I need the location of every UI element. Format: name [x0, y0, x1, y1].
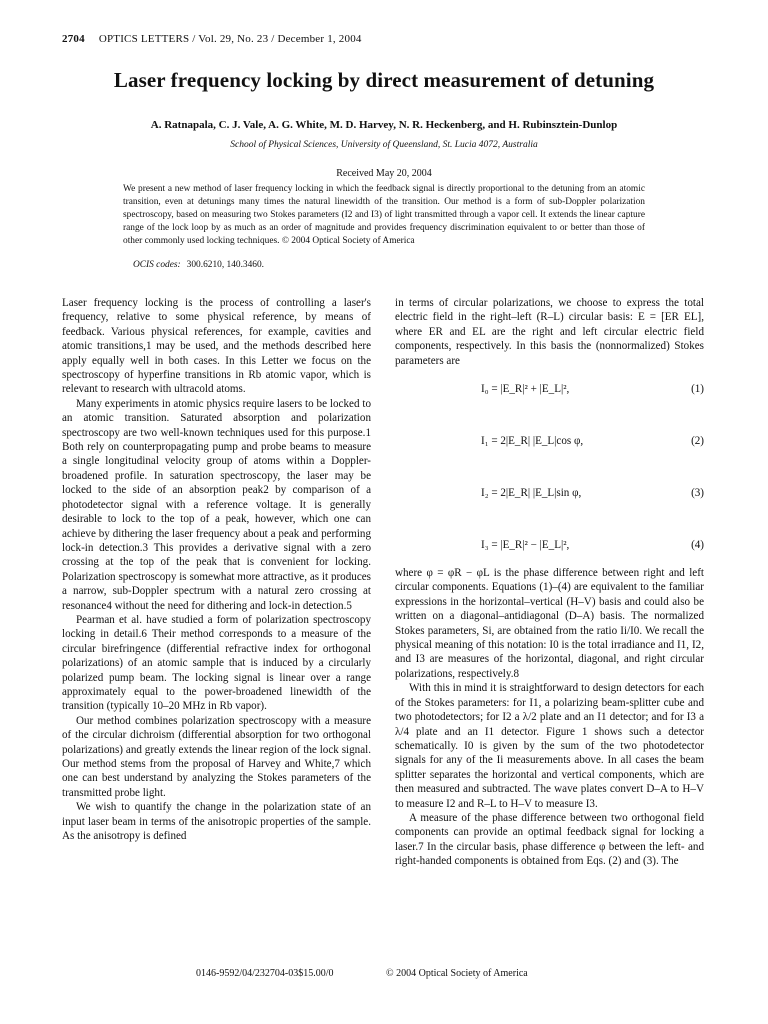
equation-3: [395, 486, 704, 500]
body-paragraph: Many experiments in atomic physics require lasers to be locked to an atomic transition. Saturated absorption and polarization spectroscopy are two well-known techniques used for this purpose.1 Both rely on counterpropagating pump and probe beams to measure a single longitudinal velocity group of atoms within a Doppler-broadened profile. In saturation spectroscopy, the laser may be locked to the side of an absorption peak2 by comparison of a photodetector signal with a reference voltage. It is generally desirable to lock to the top of a peak, however, which one can achieve by dithering the laser frequency about a peak and performing lock-in detection.3 This provides a derivative signal with a zero crossing at the top of the peak that is convenient for locking. Polarization spectroscopy is somewhat more attractive, as it produces a narrow, sub-Doppler spectrum with a natural zero crossing at resonance4 without the need for dithering and lock-in detection.5: [62, 397, 371, 612]
right-column: [395, 296, 704, 869]
page-number: 2704: [62, 33, 85, 45]
equation-number: (4): [691, 539, 704, 552]
abstract: We present a new method of laser frequency locking in which the feedback signal is directly proportional to the detuning from an atomic transition, even at detunings many times the natural linewidth of the transition. Our method is a form of sub-Doppler polarization spectroscopy, based on measuring two Stokes parameters (I2 and I3) of light transmitted through a vapor cell. It extends the linear capture range of the lock loop by as much as an order of magnitude and provides frequency discrimination equivalent to or better than those of other commonly used locking techniques. © 2004 Optical Society of America: [123, 184, 645, 246]
paper-authors: A. Ratnapala, C. J. Vale, A. G. White, M. D. Harvey, N. R. Heckenberg, and H. Rubinsztein-Dunlop: [150, 119, 618, 131]
body-paragraph: Our method combines polarization spectroscopy with a measure of the circular dichroism (differential absorption for two orthogonal polarizations) and greatly extends the linear region of the lock signal. Our method stems from the proposal of Harvey and White,7 which one can best understand by analyzing the Stokes parameters of the transmitted probe light.: [62, 714, 371, 799]
equation-number: (2): [691, 435, 704, 448]
footer-copyright: © 2004 Optical Society of America: [386, 968, 528, 979]
body-paragraph: in terms of circular polarizations, we choose to express the total electric field in the right–left (R–L) circular basis: E = [ER EL], where ER and EL are the right and left circular electric field components, respectively. In this basis the (nonnormalized) Stokes parameters are: [395, 297, 704, 367]
body-paragraph: where φ = φR − φL is the phase difference between right and left circular components. Equations (1)–(4) are equivalent to the familiar expressions in the horizontal–vertical (H–V) basis and could also be written on a diagonal–antidiagonal (D–A) basis. The normalized Stokes parameters, Si, are obtained from the ratio Ii/I0. We recall the physical meaning of this notation: I0 is the total irradiance and I1, I2, and I3 are measures of the horizontal, diagonal, and right circular polarizations, respectively.8: [395, 567, 704, 680]
equation-expression: I₁ = 2|E_R| |E_L|cos φ,: [481, 435, 584, 448]
ocis-codes: [133, 260, 264, 270]
equation-number: (1): [691, 383, 704, 396]
body-paragraph: With this in mind it is straightforward to design detectors for each of the Stokes parameters: for I1, a polarizing beam-splitter cube and two photodetectors; for I2 a λ/2 plate and an I1 detector; and for I3 a λ/4 plate and an I1 detector. Figure 1 shows such a detector schematically. I0 is given by the sum of the two photodetector signals for any of the Ii measurements above. In all cases the beam splitter separates the horizontal and vertical components, which are then measured and subtracted. The wave plates convert D–A to H–V to measure I2 and R–L to H–V to measure I3.: [395, 682, 704, 810]
equation-1: [395, 382, 704, 396]
body-paragraph: We wish to quantify the change in the polarization state of an input laser beam in terms of the anisotropic properties of the sample. As the anisotropy is defined: [62, 801, 371, 843]
equation-2: [395, 434, 704, 448]
ocis-values: 300.6210, 140.3460.: [186, 260, 264, 270]
footer-code: 0146-9592/04/232704-03$15.00/0: [196, 968, 334, 979]
journal-citation: OPTICS LETTERS / Vol. 29, No. 23 / December 1, 2004: [98, 33, 362, 45]
running-head: [62, 33, 362, 45]
equation-expression: I₃ = |E_R|² − |E_L|²,: [481, 539, 570, 552]
body-paragraph: Laser frequency locking is the process of controlling a laser's frequency, relative to some physical reference, by means of feedback. Various physical references, for example, cavities and atomic transitions,1 may be used, and the methods described here apply equally well in both cases. In this Letter we focus on the spectroscopy of hyperfine transitions in Rb atomic vapor, which is relevant to research with ultracold atoms.: [62, 297, 371, 396]
body-paragraph: A measure of the phase difference between two orthogonal field components can provide an optimal feedback signal for locking a laser.7 In the circular basis, phase difference φ between the left- and right-handed components is obtained from Eqs. (2) and (3). The: [395, 811, 704, 868]
ocis-label: OCIS codes:: [133, 260, 181, 270]
equation-4: [395, 538, 704, 552]
paper-affiliation: School of Physical Sciences, University of Queensland, St. Lucia 4072, Australia: [230, 140, 538, 150]
left-column: [62, 296, 371, 843]
equation-number: (3): [691, 487, 704, 500]
equation-expression: I₂ = 2|E_R| |E_L|sin φ,: [481, 487, 582, 500]
received-date: Received May 20, 2004: [336, 168, 432, 179]
paper-title: Laser frequency locking by direct measurement of detuning: [113, 68, 655, 92]
body-paragraph: Pearman et al. have studied a form of polarization spectroscopy locking in detail.6 Their method corresponds to a measure of the circular birefringence (differential refractive index for orthogonal polarizations) of an atomic sample that is induced by a circularly polarized pump beam. The locking signal is linear over a range approximately equal to the power-broadened linewidth of the transition (typically 10–20 MHz in Rb vapor).: [62, 613, 371, 713]
equation-expression: I₀ = |E_R|² + |E_L|²,: [481, 383, 570, 396]
